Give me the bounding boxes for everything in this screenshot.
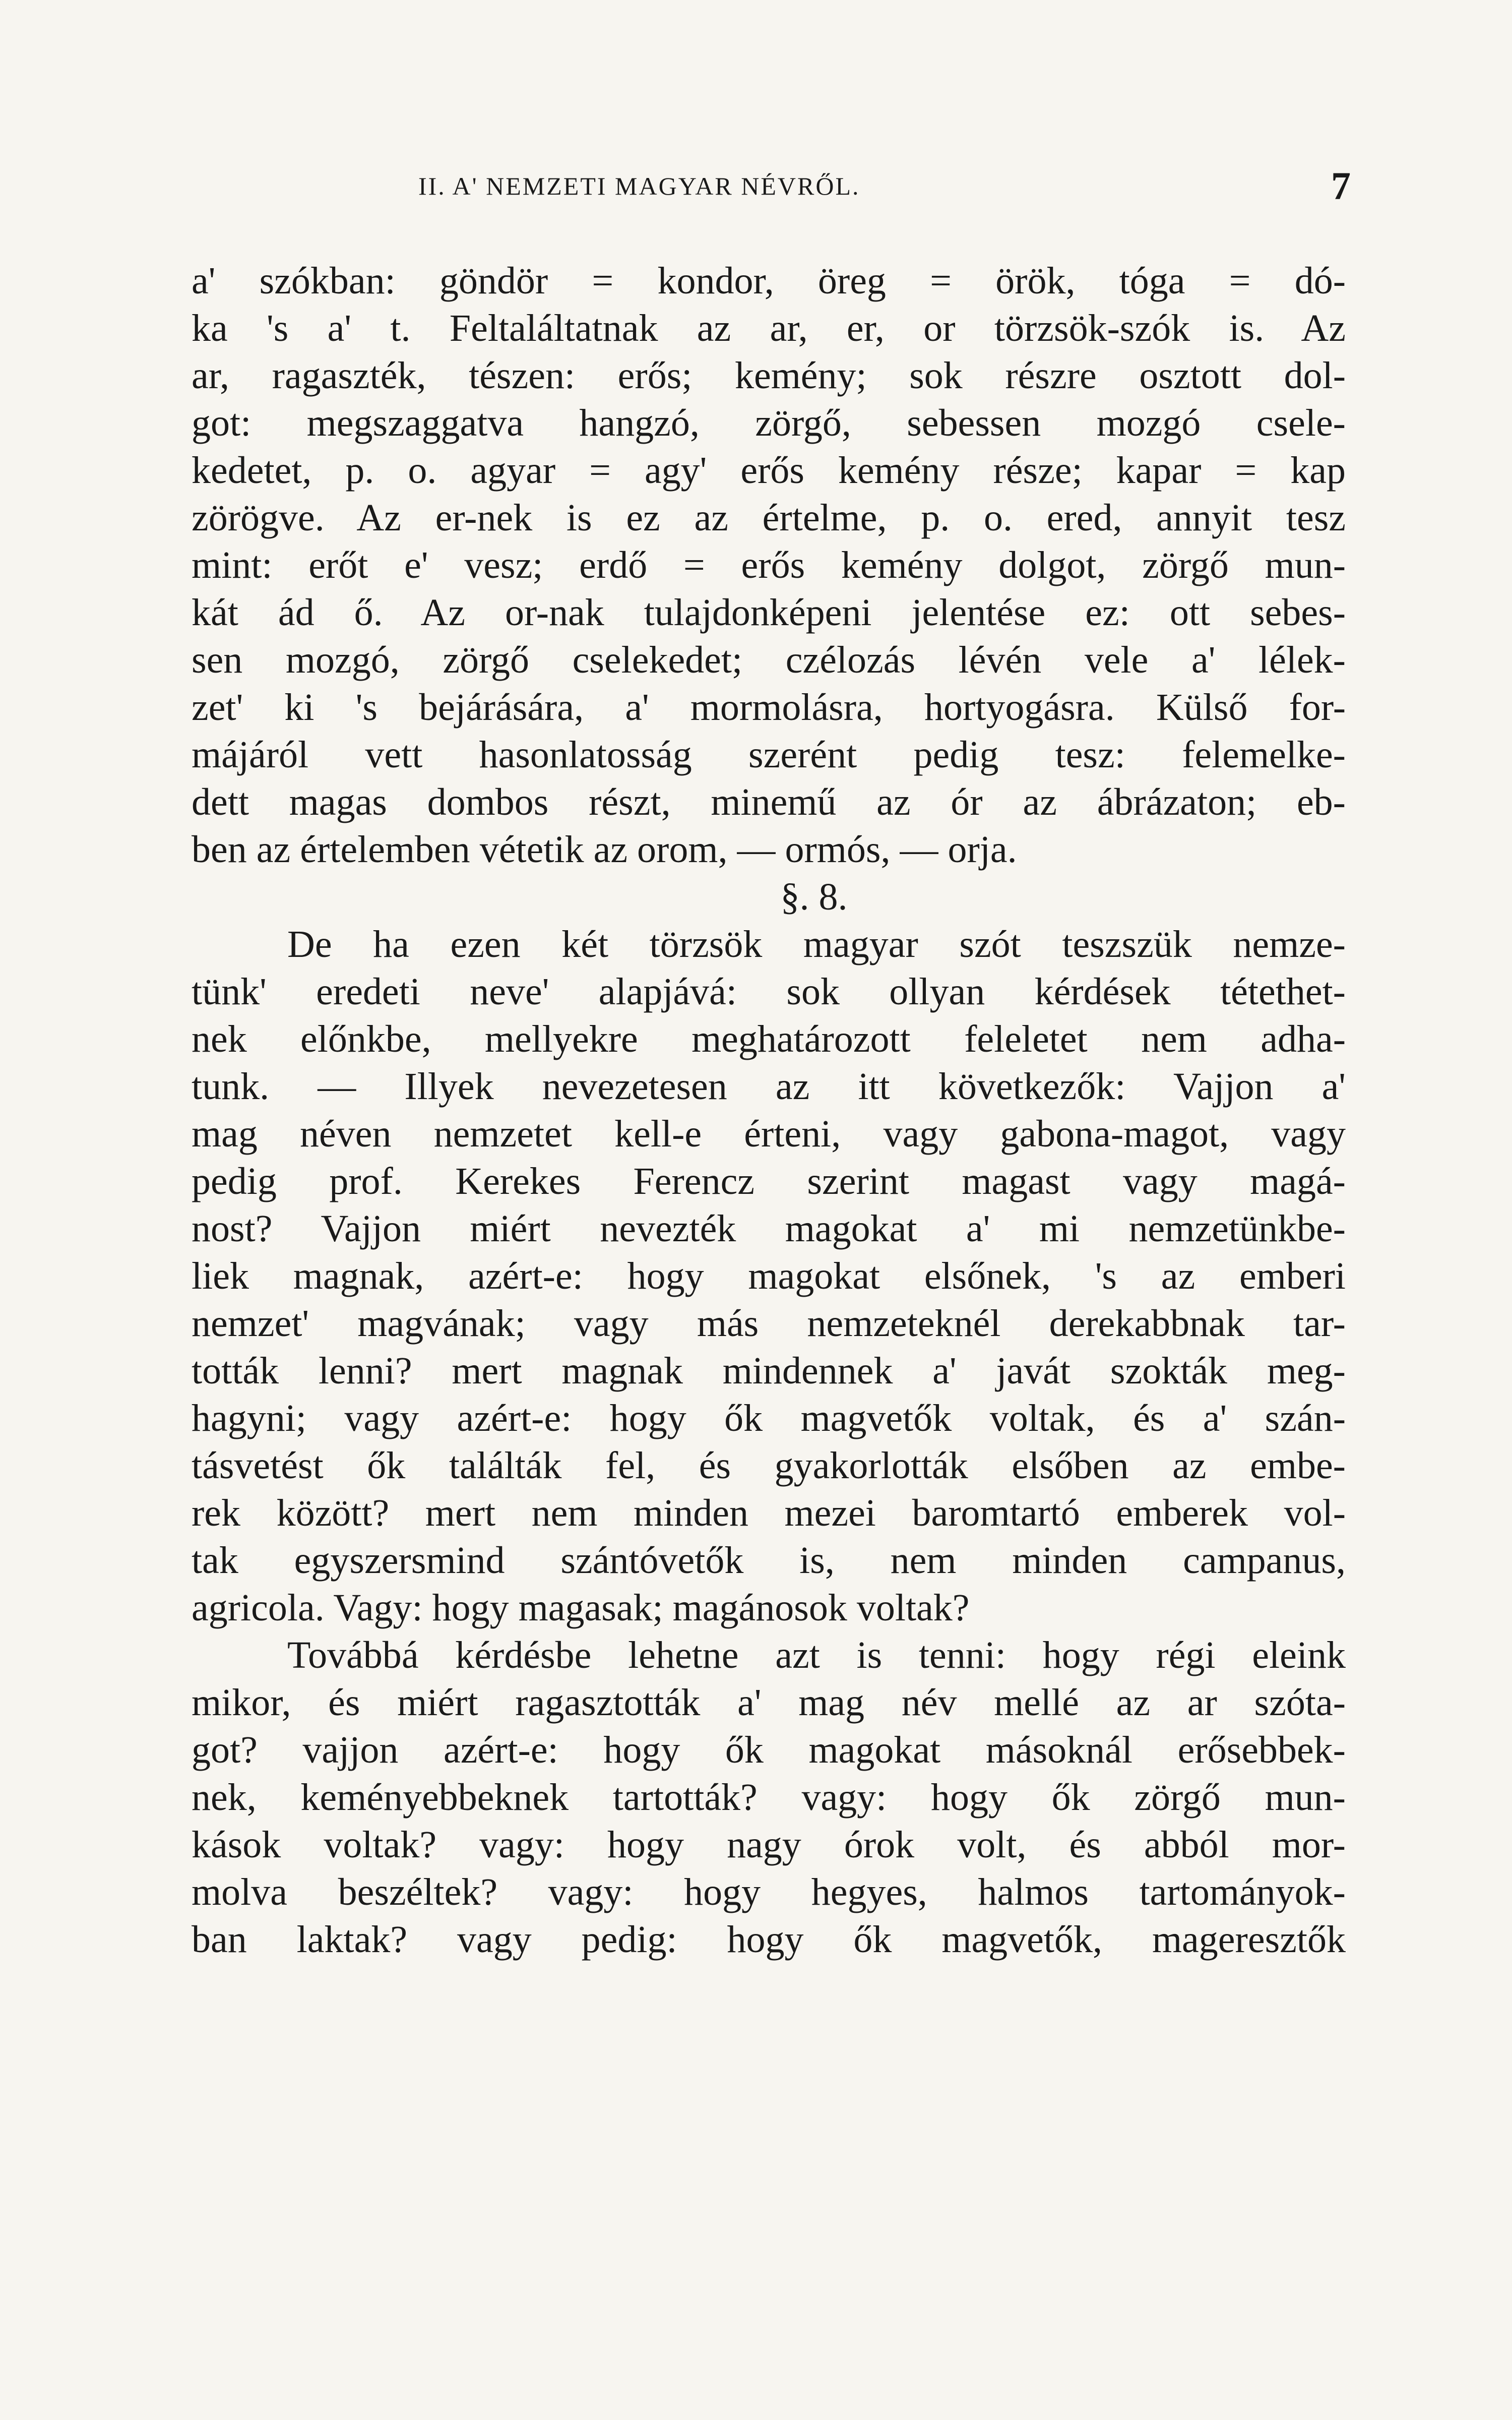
text-line: nemzet' magvának; vagy más nemzeteknél derekabbnak tar- — [192, 1302, 1346, 1345]
text-line: got: megszaggatva hangzó, zörgő, sebessen mozgó csele- — [192, 402, 1346, 444]
text-line: ka 's a' t. Feltaláltatnak az ar, er, or törzsök-szók is. Az — [192, 307, 1346, 349]
text-line: tak egyszersmind szántóvetők is, nem minden campanus, — [192, 1539, 1346, 1582]
text-line: De ha ezen két törzsök magyar szót teszszük nemze- — [287, 923, 1346, 965]
text-line: tunk. — Illyek nevezetesen az itt következők: Vajjon a' — [192, 1065, 1346, 1108]
text-line: nek előnkbe, mellyekre meghatározott feleletet nem adha- — [192, 1018, 1346, 1060]
text-line: a' szókban: göndör = kondor, öreg = örök, tóga = dó- — [192, 260, 1346, 302]
text-line: sen mozgó, zörgő cselekedet; czélozás lévén vele a' lélek- — [192, 639, 1346, 681]
text-line: tásvetést ők találták fel, és gyakorlották elsőben az embe- — [192, 1444, 1346, 1487]
text-line: zörögve. Az er-nek is ez az értelme, p. o. ered, annyit tesz — [192, 497, 1346, 539]
text-line: ben az értelemben vétetik az orom, — ormós, — orja. — [192, 828, 1017, 871]
text-line: nek, keményebbeknek tartották? vagy: hogy ők zörgő mun- — [192, 1776, 1346, 1819]
text-line: tünk' eredeti neve' alapjává: sok ollyan kérdések tétethet- — [192, 971, 1346, 1013]
text-line: májáról vett hasonlatosság szerént pedig tesz: felemelke- — [192, 734, 1346, 776]
text-line: zet' ki 's bejárására, a' mormolásra, hortyogásra. Külső for- — [192, 686, 1346, 729]
text-line: kások voltak? vagy: hogy nagy órok volt, és abból mor- — [192, 1824, 1346, 1866]
text-line: mint: erőt e' vesz; erdő = erős kemény dolgot, zörgő mun- — [192, 544, 1346, 586]
text-line: got? vajjon azért-e: hogy ők magokat másoknál erősebbek- — [192, 1729, 1346, 1771]
text-line: liek magnak, azért-e: hogy magokat elsőnek, 's az emberi — [192, 1255, 1346, 1297]
text-line: ban laktak? vagy pedig: hogy ők magvetők, mageresztők — [192, 1918, 1346, 1961]
text-line: dett magas dombos részt, minemű az ór az ábrázaton; eb- — [192, 781, 1346, 823]
text-line: ar, ragaszték, tészen: erős; kemény; sok részre osztott dol- — [192, 354, 1346, 397]
text-line: tották lenni? mert magnak mindennek a' javát szokták meg- — [192, 1350, 1346, 1392]
text-line: mag néven nemzetet kell-e érteni, vagy gabona-magot, vagy — [192, 1113, 1346, 1155]
text-line: agricola. Vagy: hogy magasak; magánosok voltak? — [192, 1587, 970, 1629]
running-title: II. A' NEMZETI MAGYAR NÉVRŐL. — [418, 172, 860, 200]
text-line: molva beszéltek? vagy: hogy hegyes, halmos tartományok- — [192, 1871, 1346, 1913]
text-line: Továbbá kérdésbe lehetne azt is tenni: hogy régi eleink — [287, 1634, 1346, 1676]
section-heading: §. 8. — [780, 876, 848, 918]
text-line: rek között? mert nem minden mezei baromtartó emberek vol- — [192, 1492, 1346, 1534]
text-line: pedig prof. Kerekes Ferencz szerint magast vagy magá- — [192, 1160, 1346, 1202]
text-line: kát ád ő. Az or-nak tulajdonképeni jelentése ez: ott sebes- — [192, 591, 1346, 634]
page-number: 7 — [1331, 164, 1351, 208]
body-text — [192, 257, 1346, 1963]
page-header — [418, 166, 1351, 212]
text-line: kedetet, p. o. agyar = agy' erős kemény része; kapar = kap — [192, 449, 1346, 492]
text-line: mikor, és miért ragasztották a' mag név mellé az ar szóta- — [192, 1681, 1346, 1724]
text-line: nost? Vajjon miért nevezték magokat a' mi nemzetünkbe- — [192, 1207, 1346, 1250]
text-line: hagyni; vagy azért-e: hogy ők magvetők voltak, és a' szán- — [192, 1397, 1346, 1439]
